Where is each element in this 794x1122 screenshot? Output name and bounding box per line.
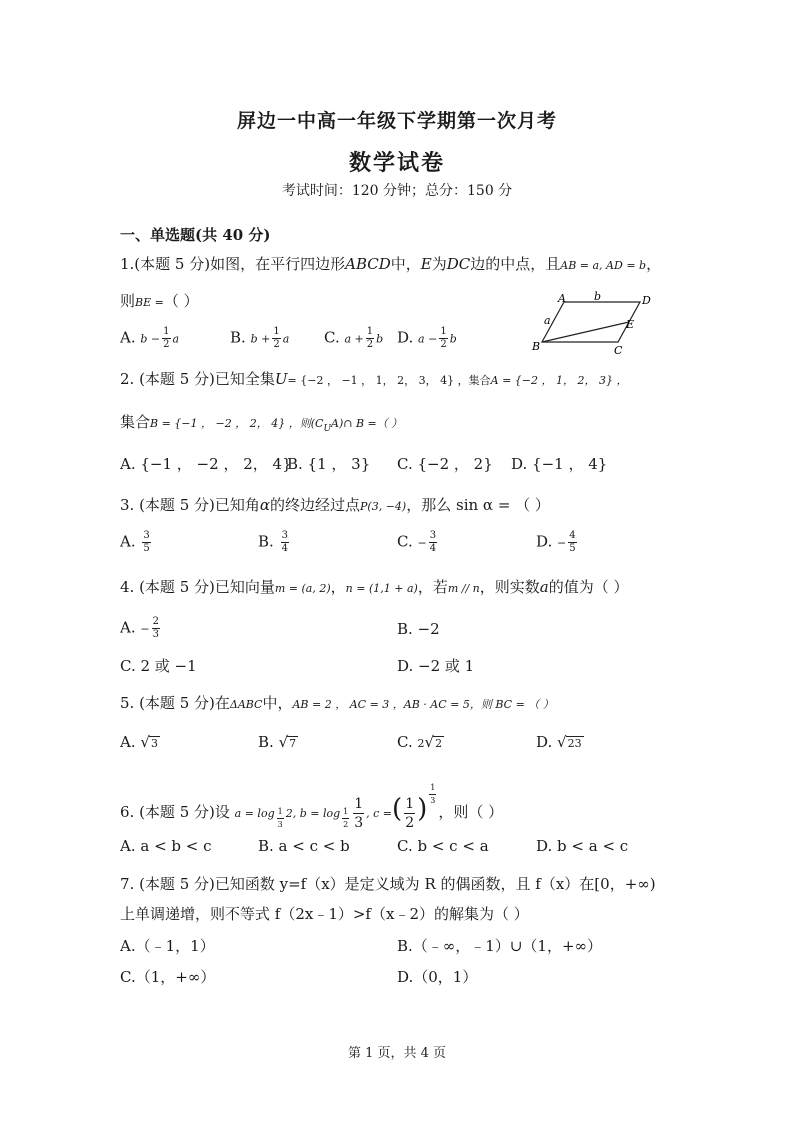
- option-label: B.: [258, 532, 274, 551]
- q2-b-set: B = {−1 ， −2 ， 2， 4} ，则: [150, 417, 311, 430]
- fraction-denominator: 5: [569, 543, 576, 554]
- q3-text: 3. (本题 5 分)已知角: [120, 496, 260, 514]
- q4-text: 的值为（ ）: [548, 578, 629, 596]
- q1-be: BE =: [135, 296, 164, 309]
- q4-m-vector: m = (a, 2): [274, 582, 331, 595]
- q2-option-b: B. {1 ， 3}: [287, 455, 371, 473]
- option-label: B.: [258, 733, 274, 751]
- q1-stem: [120, 253, 661, 274]
- q1-stem-line2: [120, 290, 199, 311]
- q4-stem: [120, 576, 629, 597]
- fraction-numerator: 3: [143, 530, 150, 541]
- q4-option-d: D. −2 或 1: [397, 657, 475, 675]
- q5-option-d: D. √23: [536, 733, 582, 751]
- fraction-numerator: 2: [152, 616, 159, 627]
- q5-text: 中，: [262, 694, 293, 712]
- q2-a-set: A = {−2 ， 1， 2， 3} ，: [490, 374, 628, 387]
- q2-expr-rest: A)∩ B =（ ）: [331, 417, 403, 430]
- fraction-numerator: 3: [281, 530, 288, 541]
- sqrt-radicand: 2: [435, 737, 443, 750]
- q7-stem: 7. (本题 5 分)已知函数 y=f（x）是定义域为 R 的偶函数，且 f（x）在[0，+∞): [120, 875, 656, 893]
- q2-u-set: = {−2 ， −1 ， 1， 2， 3， 4} ，集合: [287, 374, 491, 387]
- parallelogram-figure: [528, 290, 658, 360]
- fraction-denominator: 4: [429, 543, 437, 554]
- q7-stem-line2: 上单调递增，则不等式 f（2x﹣1）>f（x﹣2）的解集为（ ）: [120, 905, 529, 923]
- subject-title: 数学试卷: [348, 150, 445, 176]
- fraction-numerator: 4: [569, 530, 576, 541]
- q7-option-c: C.（1，+∞）: [120, 968, 216, 986]
- q3-stem: [120, 494, 550, 515]
- fraction-denominator: 5: [143, 543, 150, 554]
- school-title: 屏边一中高一年级下学期第一次月考: [236, 110, 557, 132]
- option-label: D.: [536, 532, 553, 551]
- q4-option-b: B. −2: [397, 620, 440, 638]
- q5-dot-product: AB · AC = 5: [403, 698, 470, 711]
- q4-text: ，若: [417, 578, 448, 596]
- option-label: A.: [120, 328, 136, 347]
- q6-b-expression: 2, b = log: [285, 807, 341, 820]
- q6-option-a: A. a < b < c: [120, 837, 212, 855]
- q2-option-c: C. {−2 ， 2}: [397, 455, 493, 473]
- q2-text: 2. (本题 5 分)已知全集: [120, 370, 275, 388]
- q1-option-d: D. a − $\frac{1}{2}$ b: [397, 326, 457, 350]
- q3-option-a: [120, 530, 153, 555]
- q1-e: E: [420, 255, 432, 273]
- q6-text: ，则（ ）: [438, 803, 504, 821]
- option-label: D.: [536, 733, 553, 751]
- q1-text: 为: [431, 255, 447, 273]
- q5-text: 5. (本题 5 分)在: [120, 694, 230, 712]
- q4-text: 4. (本题 5 分)已知向量: [120, 578, 275, 596]
- q2-text: 集合: [120, 413, 151, 431]
- q3-option-b: [258, 530, 291, 555]
- q3-text: 的终边经过点: [270, 496, 361, 514]
- q1-text: 边的中点，且: [470, 255, 561, 273]
- q1-text: 中，: [390, 255, 421, 273]
- coefficient: 2: [417, 737, 425, 750]
- q3-point: P(3, −4): [360, 500, 407, 513]
- q1-text: 则: [120, 292, 136, 310]
- q6-stem: 6. (本题 5 分)设 a = log $\frac{1}{3}$ 2, b = log $\frac{1}{2}$ $\frac{1}{3}$ , c =( $\frac{1}{2}$ ) $\frac{1}{3}$ ，则（ ）: [120, 783, 504, 831]
- option-label: C.: [324, 328, 340, 347]
- q5-option-b: B. √7: [258, 733, 297, 751]
- q1-text: 1.(本题 5 分)如图，在平行四边形: [120, 255, 346, 273]
- q2-stem-line2: [120, 411, 402, 434]
- label-a-point: A: [558, 292, 566, 305]
- q2-u: U: [274, 370, 288, 388]
- q6-a-expression: a = log: [234, 807, 275, 820]
- q4-a: a: [539, 578, 549, 596]
- segment-be: [542, 322, 629, 342]
- q2-expr: (C: [310, 417, 324, 430]
- q5-option-a: A. √3: [120, 733, 158, 751]
- q6-text: 6. (本题 5 分)设: [120, 803, 230, 821]
- q2-option-a: A. {−1 ， −2 ， 2， 4}: [120, 455, 292, 473]
- fraction-denominator: 4: [281, 543, 288, 554]
- page-footer: 第 1 页，共 4 页: [347, 1046, 447, 1061]
- q5-stem: [120, 692, 554, 713]
- q3-option-c: C. − $\frac{3}{4}$: [397, 530, 437, 554]
- q1-option-c: C. a + $\frac{1}{2}$ b: [324, 326, 384, 350]
- fraction-numerator: 3: [429, 530, 437, 541]
- label-vector-b: b: [594, 290, 602, 303]
- q5-sides: AB = 2 ， AC = 3 ，: [292, 698, 404, 711]
- q3-alpha: α: [259, 496, 271, 514]
- q2-expr-sub: U: [323, 424, 332, 434]
- option-label: A.: [120, 618, 136, 637]
- label-b-point: B: [532, 340, 541, 353]
- q7-option-b: B.（﹣∞，﹣1）∪（1，+∞）: [397, 937, 603, 955]
- q1-given-vectors: AB = a, AD = b: [560, 259, 647, 272]
- q6-c-expression: , c =: [366, 807, 393, 820]
- exam-info: 考试时间：120 分钟；总分：150 分: [281, 183, 513, 199]
- sqrt-radicand: 23: [567, 737, 582, 750]
- q4-option-a: A. − $\frac{2}{3}$: [120, 616, 159, 640]
- option-label: C.: [397, 532, 413, 551]
- q5-text: ，则 BC = （ ）: [469, 698, 554, 711]
- q1-abcd: ABCD: [345, 255, 391, 273]
- q6-option-c: C. b < c < a: [397, 837, 489, 855]
- option-label: B.: [230, 328, 246, 347]
- q5-option-c: C. 2√2: [397, 733, 443, 751]
- q4-parallel: m // n: [447, 582, 480, 595]
- label-c-point: C: [614, 344, 623, 357]
- q7-option-a: A.（﹣1，1）: [120, 937, 215, 955]
- q6-option-d: D. b < a < c: [536, 837, 629, 855]
- option-label: C.: [397, 733, 413, 751]
- q4-text: ，则实数: [479, 578, 540, 596]
- q1-option-b: B. b + $\frac{1}{2}$ a: [230, 326, 290, 350]
- section-single-choice-heading: 一、单选题(共 40 分): [120, 226, 271, 244]
- q3-text: ，那么 sin α = （ ）: [406, 496, 550, 514]
- q6-option-b: B. a < c < b: [258, 837, 350, 855]
- q4-option-c: C. 2 或 −1: [120, 657, 197, 675]
- label-vector-a: a: [544, 314, 551, 327]
- q3-option-d: D. − $\frac{4}{5}$: [536, 530, 576, 554]
- q4-n-vector: n = (1,1 + a): [345, 582, 418, 595]
- option-label: A.: [120, 733, 136, 751]
- label-e-point: E: [626, 318, 635, 331]
- q7-option-d: D.（0，1）: [397, 968, 478, 986]
- option-label: A.: [120, 532, 136, 551]
- sqrt-radicand: 7: [289, 737, 297, 750]
- q1-dc: DC: [446, 255, 471, 273]
- q1-blank: （ ）: [163, 292, 199, 310]
- q2-option-d: D. {−1 ， 4}: [511, 455, 608, 473]
- label-d-point: D: [642, 294, 651, 307]
- q5-triangle: ΔABC: [229, 698, 263, 711]
- fraction-denominator: 3: [152, 629, 159, 640]
- q4-text: ，: [330, 578, 346, 596]
- sqrt-radicand: 3: [150, 737, 158, 750]
- option-label: D.: [397, 328, 414, 347]
- q2-stem: [120, 368, 628, 389]
- q1-text: ，: [646, 255, 662, 273]
- q1-option-a: A. b − $\frac{1}{2}$ a: [120, 326, 180, 350]
